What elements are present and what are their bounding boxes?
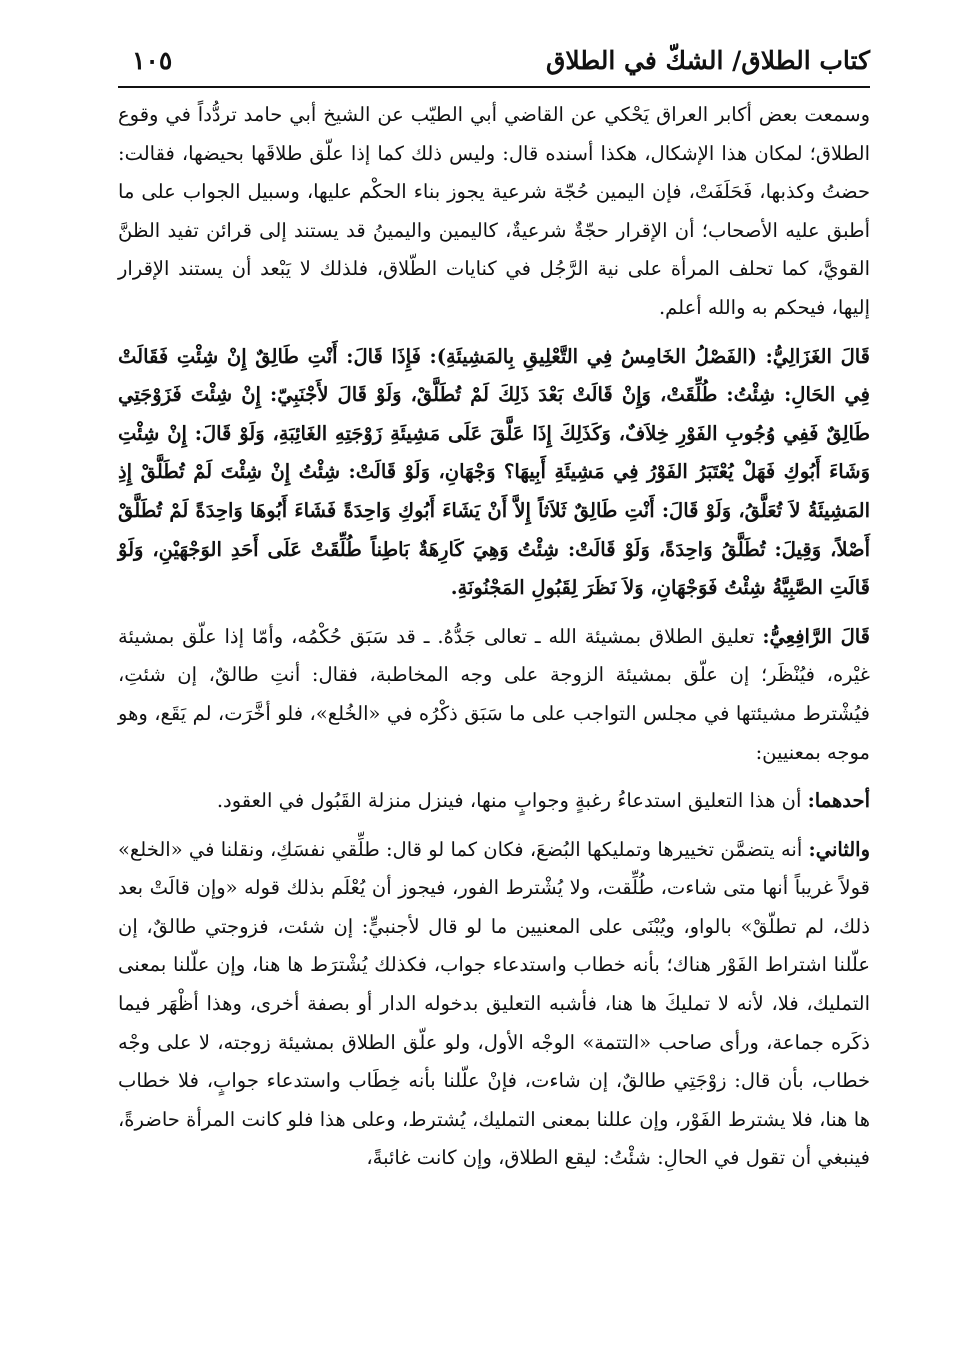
header-divider — [118, 86, 870, 88]
paragraph-second-meaning-lead: والثاني: — [808, 837, 870, 861]
paragraph-ghazali-lead: قَالَ الغَزَالِيُّ: — [765, 344, 870, 368]
page-header — [118, 40, 870, 84]
paragraph-rafii-lead: قَالَ الرَّافِعِيُّ: — [762, 624, 871, 648]
paragraph-ghazali-text: (الفَصْلُ الخَامِسُ فِي التَّعْلِيقِ بِالمَشِيئَةِ): فَإِذَا قَالَ: أَنْتِ طَالِقٌ إِنْ شِئْتِ فَقَالَتْ فِي الحَالِ: شِئْتُ: طُلِّقَتْ، وَإِنْ قَالَتْ بَعْدَ ذَلِكَ لَمْ تُطَلَّقْ، وَلَوْ قَالَ لأَجْنَبِيّ: إِنْ شِئْتَ فَزَوْجَتِي طَالِقٌ فَفِي وُجُوبِ الفَوْرِ خِلاَفٌ، وَكَذَلِكَ إِذَا عَلَّقَ عَلَى مَشِيئَةِ زَوْجَتِهِ الغَائِبَةِ، وَلَوْ قَالَ: إِنْ شِئْتِ وَشَاءَ أَبُوكِ فَهَلْ يُعْتَبَرُ الفَوْرُ فِي مَشِيئَةِ أَبِيهَا؟ وَجْهَانِ، وَلَوْ قَالَتْ: شِئْتُ إِنْ شِئْتَ لَمْ تُطَلَّقْ إِذِ المَشِيئَةُ لاَ تُعَلَّقُ، وَلَوْ قَالَ: أَنْتِ طَالِقٌ ثَلاَثاً إِلاَّ أَنْ يَشَاءَ أَبُوكِ وَاحِدَةً فَشَاءَ أَبُوهَا وَاحِدَةً لَمْ تُطَلَّقْ أَصْلاً، وَقِيلَ: تُطَلَّقُ وَاحِدَةً، وَلَوْ قَالَتْ: شِئْتُ وَهِيَ كَارِهَةٌ بَاطِناً طُلِّقَتْ عَلَى أَحَدِ الوَجْهَيْنِ، وَلَوْ قَالَتِ الصَّبِيَّةُ شِئْتُ فَوَجْهَانِ، وَلاَ نَظَرَ لِقَبُولِ المَجْنُونَةِ. — [118, 344, 870, 600]
paragraph-1-text: وسمعت بعض أكابر العراق يَحْكي عن القاضي أبي الطيّب عن الشيخ أبي حامد تردُّداً في وقوع الطلاق؛ لمكان هذا الإشكال، هكذا أسنده قال: وليس ذلك كما إذا علّق طلاقَها بحيضها، فقالت: حضتُ وكذبها، فَحَلَفَتْ، فإن اليمين حُجّة شرعية يجوز بناء الحكْم عليها، وسبيل الجواب على ما أطبق عليه الأصحاب؛ أن الإقرار حجّةٌ شرعيةٌ، كاليمين واليمينُ قد يستند إلى قرائن تفيد الظنَّ القويَّ، كما تحلف المرأة على نية الرَّجُل في كنايات الطّلاق، فلذلك لا يَبْعد أن يستند الإقرار إليها، فيحكم به والله أعلم. — [118, 103, 870, 319]
paragraph-first-meaning-text: أن هذا التعليق استدعاءُ رغبةٍ وجوابٍ منها، فينزل منزلة القَبُول في العقود. — [216, 789, 808, 813]
paragraph-ghazali-matn — [118, 338, 870, 608]
paragraph-second-meaning — [118, 831, 870, 1178]
page-body — [118, 96, 870, 1178]
paragraph-first-meaning — [118, 782, 870, 821]
running-title: كتاب الطلاق/ الشكّ في الطلاق — [545, 46, 870, 75]
page-number: ١٠٥ — [132, 46, 173, 75]
paragraph-second-meaning-text: أنه يتضمَّن تخييرها وتمليكها البُضعَ، فكان كما لو قال: طلِّقي نفسَكِ، ونقلنا في «الخلع» قولاً غريباً أنها متى شاءت، طُلِّقت، ولا يُشْترط الفور، فيجوز أن يُعْلَم بذلك قوله «وإن قالَتْ بعد ذلك، لم تطلّقْ» بالواو، ويُبْنَى على المعنيين ما لو قال لأجنبيٍّ: إن شئت، فزوجتي طالقٌ، إن علّلنا اشتراط الفَوْر هناك؛ بأنه خطاب واستدعاء جواب، فكذلك يُشْترَط ها هنا، وإن علّلنا بمعنى التمليك، فلا، لأنه لا تمليكَ ها هنا، فأشبه التعليق بدخوله الدار أو بصفة أخرى، وهذا أظْهَر فيما ذكَره جماعة، ورأى صاحب «التتمة» الوجْه الأول، ولو علّق الطلاق بمشيئة زوجته، لا على وجْه خطاب، بأن قال: زوْجَتِي طالقٌ، إن شاءت، فإنْ علّلنا بأنه خِطَاب واستدعاء جوابٍ، فلا خطاب ها هنا، فلا يشترط الفَوْر، وإن عللنا بمعنى التمليك، يُشترط، وعلى هذا فلو كانت المرأة حاضرةً، فينبغي أن تقول في الحالِ: شئْتُ: ليقع الطلاق، وإن كانت غائبةً، — [118, 837, 870, 1170]
paragraph-rafii — [118, 618, 870, 772]
paragraph-rafii-text: تعليق الطلاق بمشيئة الله ـ تعالى جَدُّهُ. ـ قد سَبَق حُكْمُه، وأمّا إذا علّق بمشيئة غيْره، فيُنْظَر؛ إن علّق بمشيئة الزوجة على وجه المخاطبة، فقال: أنتِ طالقٌ، إن شئتِ، فيُشْترط مشيئتها في مجلس التواجب على ما سَبَق ذكْرُه في «الخُلع»، فلو أخَّرَت، لم يَقَع، وهو موجه بمعنيين: — [118, 624, 870, 764]
paragraph-1 — [118, 96, 870, 328]
paragraph-first-meaning-lead: أحدهما: — [807, 789, 870, 813]
